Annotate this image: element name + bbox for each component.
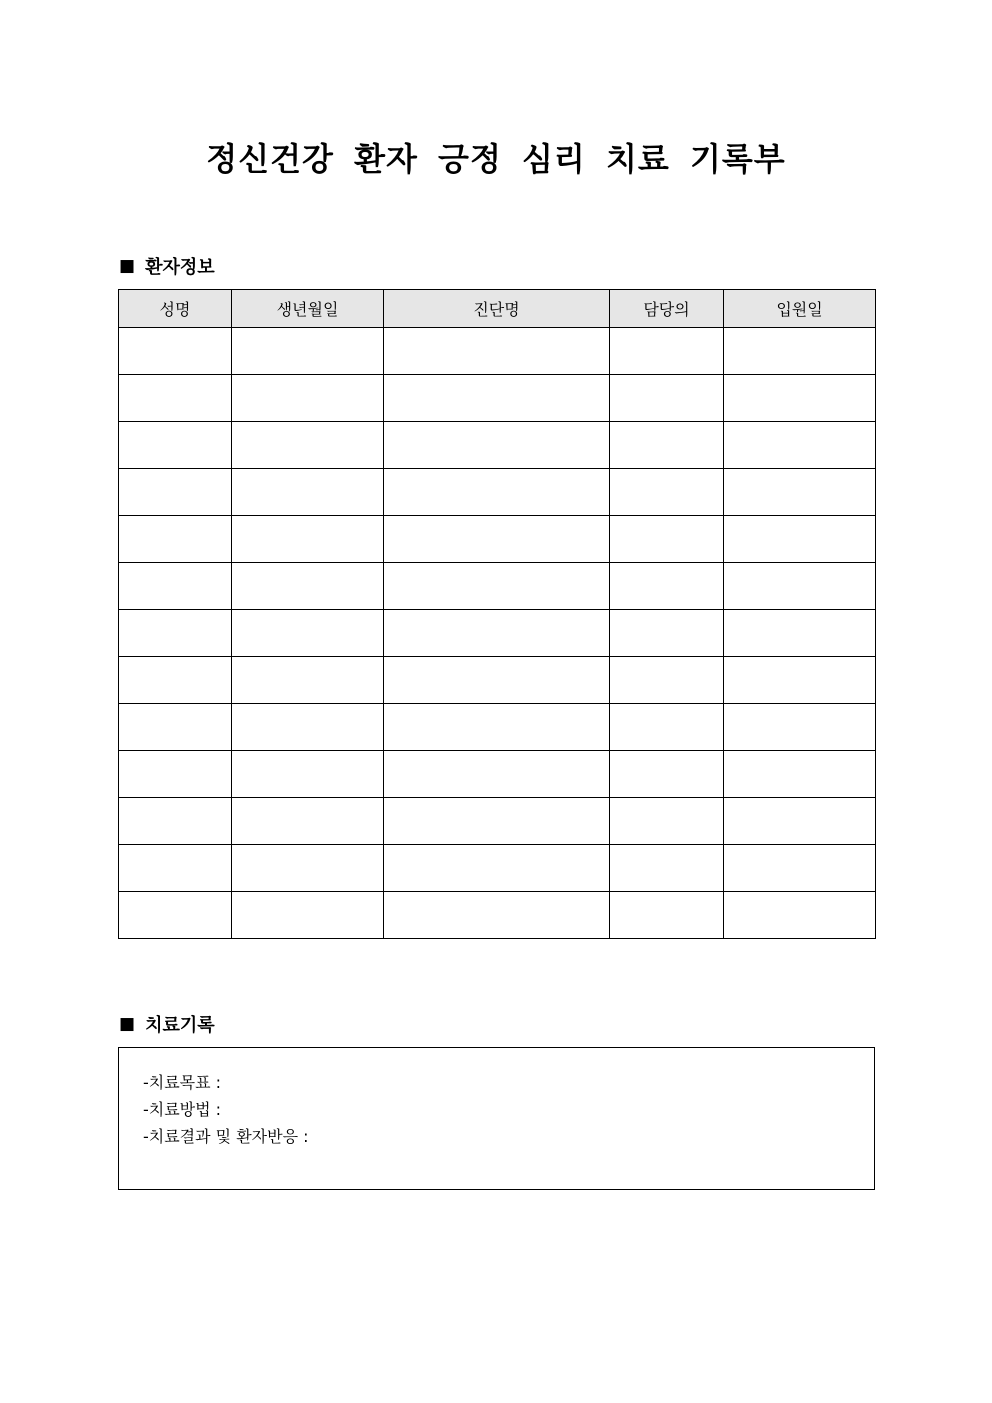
table-cell[interactable]: [119, 563, 232, 610]
document-title: 정신건강 환자 긍정 심리 치료 기록부: [206, 140, 786, 178]
table-cell[interactable]: [724, 657, 876, 704]
column-header-diagnosis: 진단명: [384, 290, 610, 328]
table-cell[interactable]: [610, 375, 724, 422]
table-cell[interactable]: [119, 892, 232, 939]
patient-info-heading: [119, 253, 215, 279]
treatment-record-box[interactable]: [118, 1047, 875, 1190]
table-cell[interactable]: [384, 892, 610, 939]
table-row: [119, 657, 876, 704]
table-row: [119, 422, 876, 469]
table-cell[interactable]: [232, 469, 384, 516]
table-cell[interactable]: [610, 892, 724, 939]
table-cell[interactable]: [610, 610, 724, 657]
table-cell[interactable]: [724, 704, 876, 751]
table-cell[interactable]: [119, 422, 232, 469]
table-cell[interactable]: [119, 469, 232, 516]
table-cell[interactable]: [232, 704, 384, 751]
treatment-method-line[interactable]: -치료방법 :: [143, 1100, 222, 1119]
table-cell[interactable]: [119, 845, 232, 892]
patient-table-body: [119, 328, 876, 939]
table-cell[interactable]: [384, 704, 610, 751]
table-cell[interactable]: [384, 657, 610, 704]
table-cell[interactable]: [610, 704, 724, 751]
table-cell[interactable]: [610, 657, 724, 704]
table-cell[interactable]: [384, 422, 610, 469]
treatment-record-heading-label: 치료기록: [145, 1015, 215, 1036]
table-cell[interactable]: [232, 657, 384, 704]
table-cell[interactable]: [119, 704, 232, 751]
table-cell[interactable]: [610, 563, 724, 610]
column-header-birthdate: 생년월일: [232, 290, 384, 328]
table-row: [119, 563, 876, 610]
table-cell[interactable]: [232, 563, 384, 610]
table-row: [119, 892, 876, 939]
table-cell[interactable]: [232, 328, 384, 375]
table-row: [119, 704, 876, 751]
table-cell[interactable]: [119, 657, 232, 704]
table-row: [119, 375, 876, 422]
column-header-admission-date: 입원일: [724, 290, 876, 328]
table-cell[interactable]: [232, 375, 384, 422]
table-cell[interactable]: [724, 516, 876, 563]
table-row: [119, 516, 876, 563]
table-cell[interactable]: [384, 563, 610, 610]
table-cell[interactable]: [232, 798, 384, 845]
table-cell[interactable]: [384, 610, 610, 657]
table-cell[interactable]: [119, 610, 232, 657]
table-cell[interactable]: [724, 328, 876, 375]
table-row: [119, 845, 876, 892]
table-cell[interactable]: [384, 328, 610, 375]
table-cell[interactable]: [610, 328, 724, 375]
table-row: [119, 610, 876, 657]
table-row: [119, 751, 876, 798]
table-row: [119, 328, 876, 375]
table-cell[interactable]: [119, 798, 232, 845]
table-cell[interactable]: [724, 422, 876, 469]
table-cell[interactable]: [232, 892, 384, 939]
treatment-goal-line[interactable]: -치료목표 :: [143, 1073, 222, 1092]
table-cell[interactable]: [724, 610, 876, 657]
table-row: [119, 469, 876, 516]
table-cell[interactable]: [724, 375, 876, 422]
square-bullet-icon: ■: [119, 256, 136, 276]
table-cell[interactable]: [610, 798, 724, 845]
table-cell[interactable]: [724, 892, 876, 939]
table-cell[interactable]: [384, 516, 610, 563]
table-cell[interactable]: [232, 845, 384, 892]
table-cell[interactable]: [384, 751, 610, 798]
table-cell[interactable]: [724, 469, 876, 516]
table-row: [119, 798, 876, 845]
patient-info-heading-label: 환자정보: [145, 257, 215, 278]
table-cell[interactable]: [610, 469, 724, 516]
table-cell[interactable]: [724, 563, 876, 610]
table-cell[interactable]: [119, 751, 232, 798]
column-header-doctor: 담당의: [610, 290, 724, 328]
table-cell[interactable]: [232, 516, 384, 563]
table-cell[interactable]: [119, 516, 232, 563]
table-cell[interactable]: [384, 375, 610, 422]
table-cell[interactable]: [724, 751, 876, 798]
table-cell[interactable]: [610, 751, 724, 798]
table-cell[interactable]: [119, 328, 232, 375]
table-cell[interactable]: [119, 375, 232, 422]
table-cell[interactable]: [232, 422, 384, 469]
table-cell[interactable]: [384, 798, 610, 845]
treatment-result-line[interactable]: -치료결과 및 환자반응 :: [143, 1127, 309, 1146]
table-cell[interactable]: [232, 610, 384, 657]
table-cell[interactable]: [610, 516, 724, 563]
table-cell[interactable]: [232, 751, 384, 798]
patient-info-table: [118, 289, 876, 939]
column-header-name: 성명: [119, 290, 232, 328]
table-cell[interactable]: [384, 469, 610, 516]
table-cell[interactable]: [384, 845, 610, 892]
table-cell[interactable]: [610, 845, 724, 892]
square-bullet-icon: ■: [119, 1014, 136, 1034]
treatment-record-heading: [119, 1011, 215, 1037]
table-cell[interactable]: [724, 798, 876, 845]
table-cell[interactable]: [610, 422, 724, 469]
table-header-row: [119, 290, 876, 328]
table-cell[interactable]: [724, 845, 876, 892]
